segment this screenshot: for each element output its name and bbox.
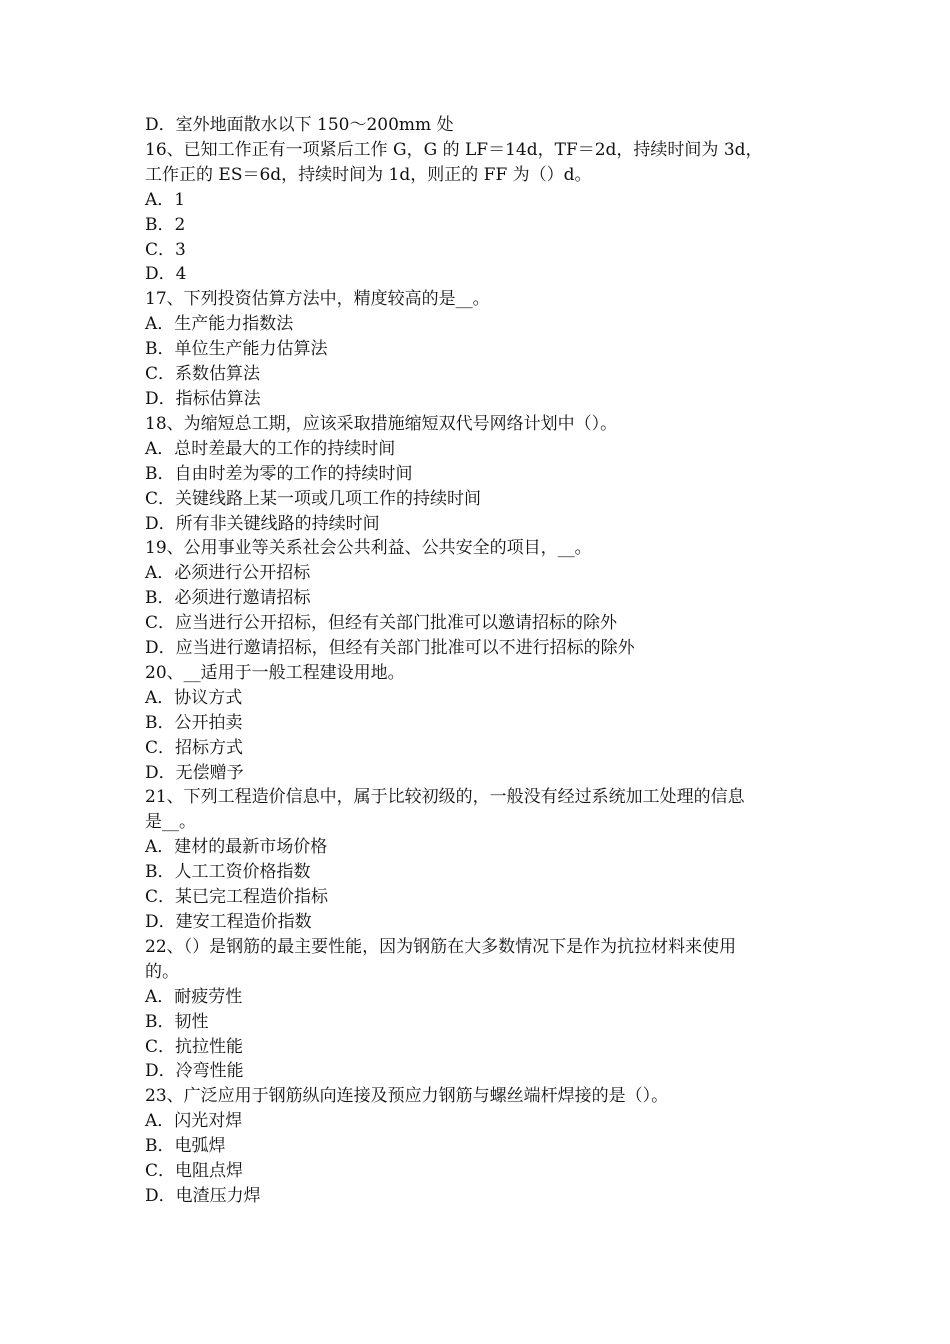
question-stem-line: 18、为缩短总工期，应该采取措施缩短双代号网络计划中（）。 [145,413,618,434]
question-stem-line: 工作正的 ES＝6d，持续时间为 1d，则正的 FF 为（）d。 [145,164,592,185]
option-a: A．建材的最新市场价格 [145,837,328,858]
option-b: B．自由时差为零的工作的持续时间 [145,463,413,484]
question-stem-line: 19、公用事业等关系社会公共利益、公共安全的项目，__。 [145,538,592,559]
option-c: C．电阻点焊 [145,1161,244,1182]
question-22 [145,935,815,1084]
question-stem-line: 21、下列工程造价信息中，属于比较初级的，一般没有经过系统加工处理的信息 [145,787,745,808]
option-d: D．所有非关键线路的持续时间 [145,513,380,534]
option-c: C．3 [145,239,186,260]
option-a: A．1 [145,189,186,210]
option-c: C．应当进行公开招标，但经有关部门批准可以邀请招标的除外 [145,613,618,634]
option-b: B．公开拍卖 [145,712,243,733]
question-23 [145,1084,815,1209]
option-b: B．人工工资价格指数 [145,862,311,883]
option-d: D．指标估算法 [145,388,261,409]
option-b: B．电弧焊 [145,1136,226,1157]
option-a: A．耐疲劳性 [145,986,243,1007]
question-stem-line: 16、已知工作正有一项紧后工作 G，G 的 LF＝14d，TF＝2d，持续时间为 3d， [145,139,763,160]
question-stem-line: 的。 [145,961,179,982]
question-20 [145,661,815,786]
question-stem-line: 23、广泛应用于钢筋纵向连接及预应力钢筋与螺丝端杆焊接的是（）。 [145,1086,669,1107]
question-17 [145,287,815,412]
question-stem-line: 22、（）是钢筋的最主要性能，因为钢筋在大多数情况下是作为抗拉材料来使用 [145,936,737,957]
option-a: A．生产能力指数法 [145,314,294,335]
question-21 [145,785,815,934]
question-19 [145,536,815,661]
option-b: B．必须进行邀请招标 [145,588,311,609]
option-b: B．韧性 [145,1011,209,1032]
option-a: A．总时差最大的工作的持续时间 [145,438,396,459]
option-d: D．无偿赠予 [145,762,244,783]
question-16 [145,138,815,287]
option-d: D．电渣压力焊 [145,1185,261,1206]
option-b: B．2 [145,214,186,235]
option-d: D．冷弯性能 [145,1061,244,1082]
option-c: C．某已完工程造价指标 [145,887,329,908]
option-a: A．协议方式 [145,687,243,708]
document-body [145,113,815,1209]
option-c: C．招标方式 [145,737,244,758]
option-c: C．系数估算法 [145,364,261,385]
leading-option-line: D．室外地面散水以下 150～200mm 处 [145,115,454,135]
option-c: C．关键线路上某一项或几项工作的持续时间 [145,488,482,509]
option-a: A．必须进行公开招标 [145,563,311,584]
question-stem-line: 20、__适用于一般工程建设用地。 [145,662,405,683]
option-a: A．闪光对焊 [145,1111,243,1132]
option-b: B．单位生产能力估算法 [145,339,328,360]
option-c: C．抗拉性能 [145,1036,244,1057]
option-d: D．应当进行邀请招标，但经有关部门批准可以不进行招标的除外 [145,638,635,659]
question-stem-line: 17、下列投资估算方法中，精度较高的是__。 [145,289,490,310]
question-stem-line: 是__。 [145,812,196,833]
question-18 [145,412,815,537]
option-d: D．建安工程造价指数 [145,912,312,932]
option-d: D．4 [145,264,187,285]
